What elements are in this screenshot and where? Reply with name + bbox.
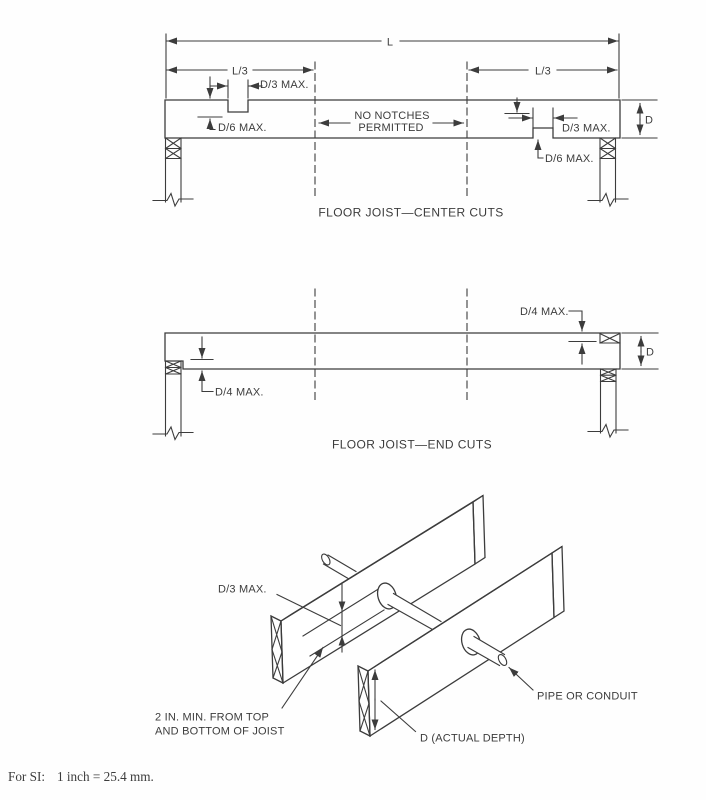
hole-diameter-label: D/3 MAX. xyxy=(218,583,267,596)
notch-width-right-label: D/3 MAX. xyxy=(562,122,611,135)
span-label: L xyxy=(386,36,394,49)
center-cuts-diagram xyxy=(153,34,657,220)
no-notches-line2: PERMITTED xyxy=(358,122,424,134)
notch-hatch xyxy=(600,334,620,343)
support-right xyxy=(588,369,628,437)
joist-end-cap-right xyxy=(473,496,485,565)
notch-width-left-label: D/3 MAX. xyxy=(260,79,309,91)
third-left-label: L/3 xyxy=(232,65,248,78)
left-notch-dimensions xyxy=(198,77,309,134)
no-notches-line1: NO NOTCHES xyxy=(354,110,430,122)
end-notch-left-label: D/4 MAX. xyxy=(215,386,264,399)
actual-depth-label: D (ACTUAL DEPTH) xyxy=(420,732,525,745)
break-symbol xyxy=(153,427,193,440)
joist-end-cap-right xyxy=(552,547,564,618)
clearance-line1: 2 IN. MIN. FROM TOP xyxy=(155,711,270,724)
left-end-notch-dimension xyxy=(191,337,264,399)
si-note xyxy=(8,769,154,784)
notch-depth-left-label: D/6 MAX. xyxy=(218,122,267,134)
end-cuts-caption: FLOOR JOIST—END CUTS xyxy=(331,437,493,452)
pipe-annotation xyxy=(509,668,638,703)
break-symbol xyxy=(588,425,628,438)
no-notches-annotation xyxy=(319,110,464,134)
depth-label: D xyxy=(645,114,654,127)
dimension-third-right xyxy=(469,66,617,78)
top-end-notch xyxy=(600,334,620,343)
dimension-depth xyxy=(622,100,657,138)
pipe-stub-near xyxy=(320,553,356,581)
center-cuts-caption: FLOOR JOIST—CENTER CUTS xyxy=(318,205,504,220)
support-right xyxy=(588,138,628,206)
third-right-label: L/3 xyxy=(535,65,551,78)
boring-diagram xyxy=(155,496,638,745)
end-notch-right-label: D/4 MAX. xyxy=(520,306,569,318)
support-left xyxy=(153,361,193,440)
right-notch-dimensions xyxy=(505,98,611,165)
break-symbol xyxy=(153,194,193,207)
si-note-value: 1 inch = 25.4 mm. xyxy=(57,769,154,784)
support-left xyxy=(153,138,193,206)
si-note-prefix: For SI: xyxy=(8,769,46,784)
dimension-third-left xyxy=(167,66,313,78)
pipe-label: PIPE OR CONDUIT xyxy=(537,690,638,703)
end-cuts-diagram xyxy=(153,289,658,452)
right-end-notch-dimension xyxy=(520,306,596,364)
clearance-line2: AND BOTTOM OF JOIST xyxy=(155,725,285,738)
joist-outline xyxy=(165,333,620,369)
notch-depth-right-label: D/6 MAX. xyxy=(545,153,594,165)
depth-label: D xyxy=(646,346,655,359)
break-symbol xyxy=(588,194,628,207)
dimension-depth xyxy=(622,333,658,369)
